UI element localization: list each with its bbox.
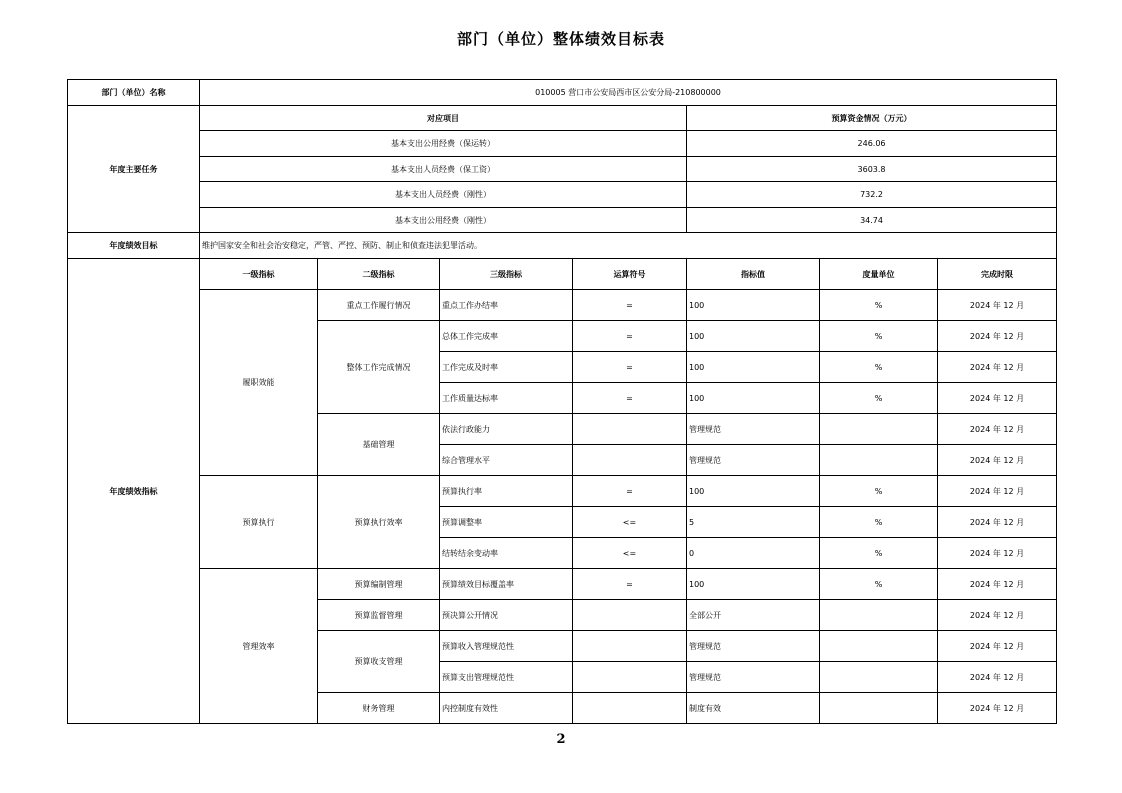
- operator-cell: [573, 600, 687, 631]
- task-row: [68, 157, 1057, 182]
- level3-cell: 依法行政能力: [440, 414, 573, 445]
- task-budget: 246.06: [687, 131, 1057, 157]
- indicator-row: [68, 290, 1057, 321]
- unit-cell: [820, 600, 938, 631]
- value-cell: 管理规范: [687, 414, 820, 445]
- level2-cell: 重点工作履行情况: [318, 290, 440, 321]
- task-row: [68, 182, 1057, 208]
- unit-cell: [820, 414, 938, 445]
- operator-cell: [573, 693, 687, 724]
- task-item: 基本支出人员经费（保工资）: [200, 157, 687, 182]
- value-cell: 100: [687, 352, 820, 383]
- value-cell: 100: [687, 321, 820, 352]
- unit-cell: %: [820, 352, 938, 383]
- deadline-cell: 2024 年 12 月: [938, 600, 1057, 631]
- value-cell: 管理规范: [687, 662, 820, 693]
- tasks-header-budget: 预算资金情况（万元）: [687, 106, 1057, 131]
- unit-cell: [820, 662, 938, 693]
- level2-cell: 预算执行效率: [318, 476, 440, 569]
- level2-cell: 基础管理: [318, 414, 440, 476]
- level3-cell: 总体工作完成率: [440, 321, 573, 352]
- page-number: 2: [556, 732, 566, 747]
- unit-cell: %: [820, 321, 938, 352]
- operator-cell: =: [573, 476, 687, 507]
- operator-cell: =: [573, 352, 687, 383]
- indicator-row: [68, 569, 1057, 600]
- level3-cell: 综合管理水平: [440, 445, 573, 476]
- header-deadline: 完成时限: [938, 259, 1057, 290]
- level3-cell: 重点工作办结率: [440, 290, 573, 321]
- level3-cell: 预算收入管理规范性: [440, 631, 573, 662]
- deadline-cell: 2024 年 12 月: [938, 445, 1057, 476]
- operator-cell: =: [573, 290, 687, 321]
- task-budget: 732.2: [687, 182, 1057, 208]
- task-row: [68, 208, 1057, 233]
- deadline-cell: 2024 年 12 月: [938, 290, 1057, 321]
- value-cell: 制度有效: [687, 693, 820, 724]
- header-operator: 运算符号: [573, 259, 687, 290]
- deadline-cell: 2024 年 12 月: [938, 631, 1057, 662]
- operator-cell: =: [573, 383, 687, 414]
- dept-value: 010005 营口市公安局西市区公安分局-210800000: [200, 80, 1057, 106]
- unit-cell: %: [820, 538, 938, 569]
- dept-label: 部门（单位）名称: [68, 80, 200, 106]
- value-cell: 100: [687, 383, 820, 414]
- tasks-label: 年度主要任务: [68, 106, 200, 233]
- level3-cell: 预算执行率: [440, 476, 573, 507]
- unit-cell: %: [820, 476, 938, 507]
- goal-row: [68, 233, 1057, 259]
- value-cell: 100: [687, 290, 820, 321]
- operator-cell: =: [573, 569, 687, 600]
- level3-cell: 内控制度有效性: [440, 693, 573, 724]
- unit-cell: %: [820, 383, 938, 414]
- unit-cell: [820, 631, 938, 662]
- indicators-header-row: [68, 259, 1057, 290]
- unit-cell: [820, 693, 938, 724]
- deadline-cell: 2024 年 12 月: [938, 569, 1057, 600]
- tasks-header-item: 对应项目: [200, 106, 687, 131]
- value-cell: 100: [687, 569, 820, 600]
- task-budget: 34.74: [687, 208, 1057, 233]
- unit-cell: %: [820, 569, 938, 600]
- dept-row: [68, 80, 1057, 106]
- indicators-label: 年度绩效指标: [68, 259, 200, 724]
- deadline-cell: 2024 年 12 月: [938, 507, 1057, 538]
- operator-cell: [573, 631, 687, 662]
- level2-cell: 预算编制管理: [318, 569, 440, 600]
- level3-cell: 结转结余变动率: [440, 538, 573, 569]
- task-budget: 3603.8: [687, 157, 1057, 182]
- task-item: 基本支出人员经费（刚性）: [200, 182, 687, 208]
- goal-text: 维护国家安全和社会治安稳定，严管、严控、预防、制止和侦查违法犯罪活动。: [200, 233, 1057, 259]
- indicator-row: [68, 476, 1057, 507]
- task-row: [68, 131, 1057, 157]
- level3-cell: 工作完成及时率: [440, 352, 573, 383]
- performance-table: [67, 79, 1057, 724]
- level2-cell: 整体工作完成情况: [318, 321, 440, 414]
- level3-cell: 工作质量达标率: [440, 383, 573, 414]
- deadline-cell: 2024 年 12 月: [938, 321, 1057, 352]
- page-title: 部门（单位）整体绩效目标表: [456, 30, 665, 48]
- deadline-cell: 2024 年 12 月: [938, 352, 1057, 383]
- operator-cell: [573, 445, 687, 476]
- header-level3: 三级指标: [440, 259, 573, 290]
- operator-cell: [573, 414, 687, 445]
- operator-cell: [573, 662, 687, 693]
- value-cell: 0: [687, 538, 820, 569]
- value-cell: 5: [687, 507, 820, 538]
- level2-cell: 预算监督管理: [318, 600, 440, 631]
- level1-cell: 管理效率: [200, 569, 318, 724]
- operator-cell: <=: [573, 507, 687, 538]
- value-cell: 100: [687, 476, 820, 507]
- value-cell: 全部公开: [687, 600, 820, 631]
- value-cell: 管理规范: [687, 445, 820, 476]
- level3-cell: 预算调整率: [440, 507, 573, 538]
- task-item: 基本支出公用经费（刚性）: [200, 208, 687, 233]
- task-item: 基本支出公用经费（保运转）: [200, 131, 687, 157]
- unit-cell: %: [820, 290, 938, 321]
- tasks-header-row: [68, 106, 1057, 131]
- unit-cell: %: [820, 507, 938, 538]
- deadline-cell: 2024 年 12 月: [938, 693, 1057, 724]
- value-cell: 管理规范: [687, 631, 820, 662]
- operator-cell: <=: [573, 538, 687, 569]
- header-value: 指标值: [687, 259, 820, 290]
- header-unit: 度量单位: [820, 259, 938, 290]
- deadline-cell: 2024 年 12 月: [938, 414, 1057, 445]
- level3-cell: 预算支出管理规范性: [440, 662, 573, 693]
- level2-cell: 财务管理: [318, 693, 440, 724]
- unit-cell: [820, 445, 938, 476]
- header-level1: 一级指标: [200, 259, 318, 290]
- deadline-cell: 2024 年 12 月: [938, 476, 1057, 507]
- deadline-cell: 2024 年 12 月: [938, 383, 1057, 414]
- level1-cell: 预算执行: [200, 476, 318, 569]
- operator-cell: =: [573, 321, 687, 352]
- level3-cell: 预决算公开情况: [440, 600, 573, 631]
- header-level2: 二级指标: [318, 259, 440, 290]
- deadline-cell: 2024 年 12 月: [938, 538, 1057, 569]
- goal-label: 年度绩效目标: [68, 233, 200, 259]
- level3-cell: 预算绩效目标覆盖率: [440, 569, 573, 600]
- level2-cell: 预算收支管理: [318, 631, 440, 693]
- level1-cell: 履职效能: [200, 290, 318, 476]
- deadline-cell: 2024 年 12 月: [938, 662, 1057, 693]
